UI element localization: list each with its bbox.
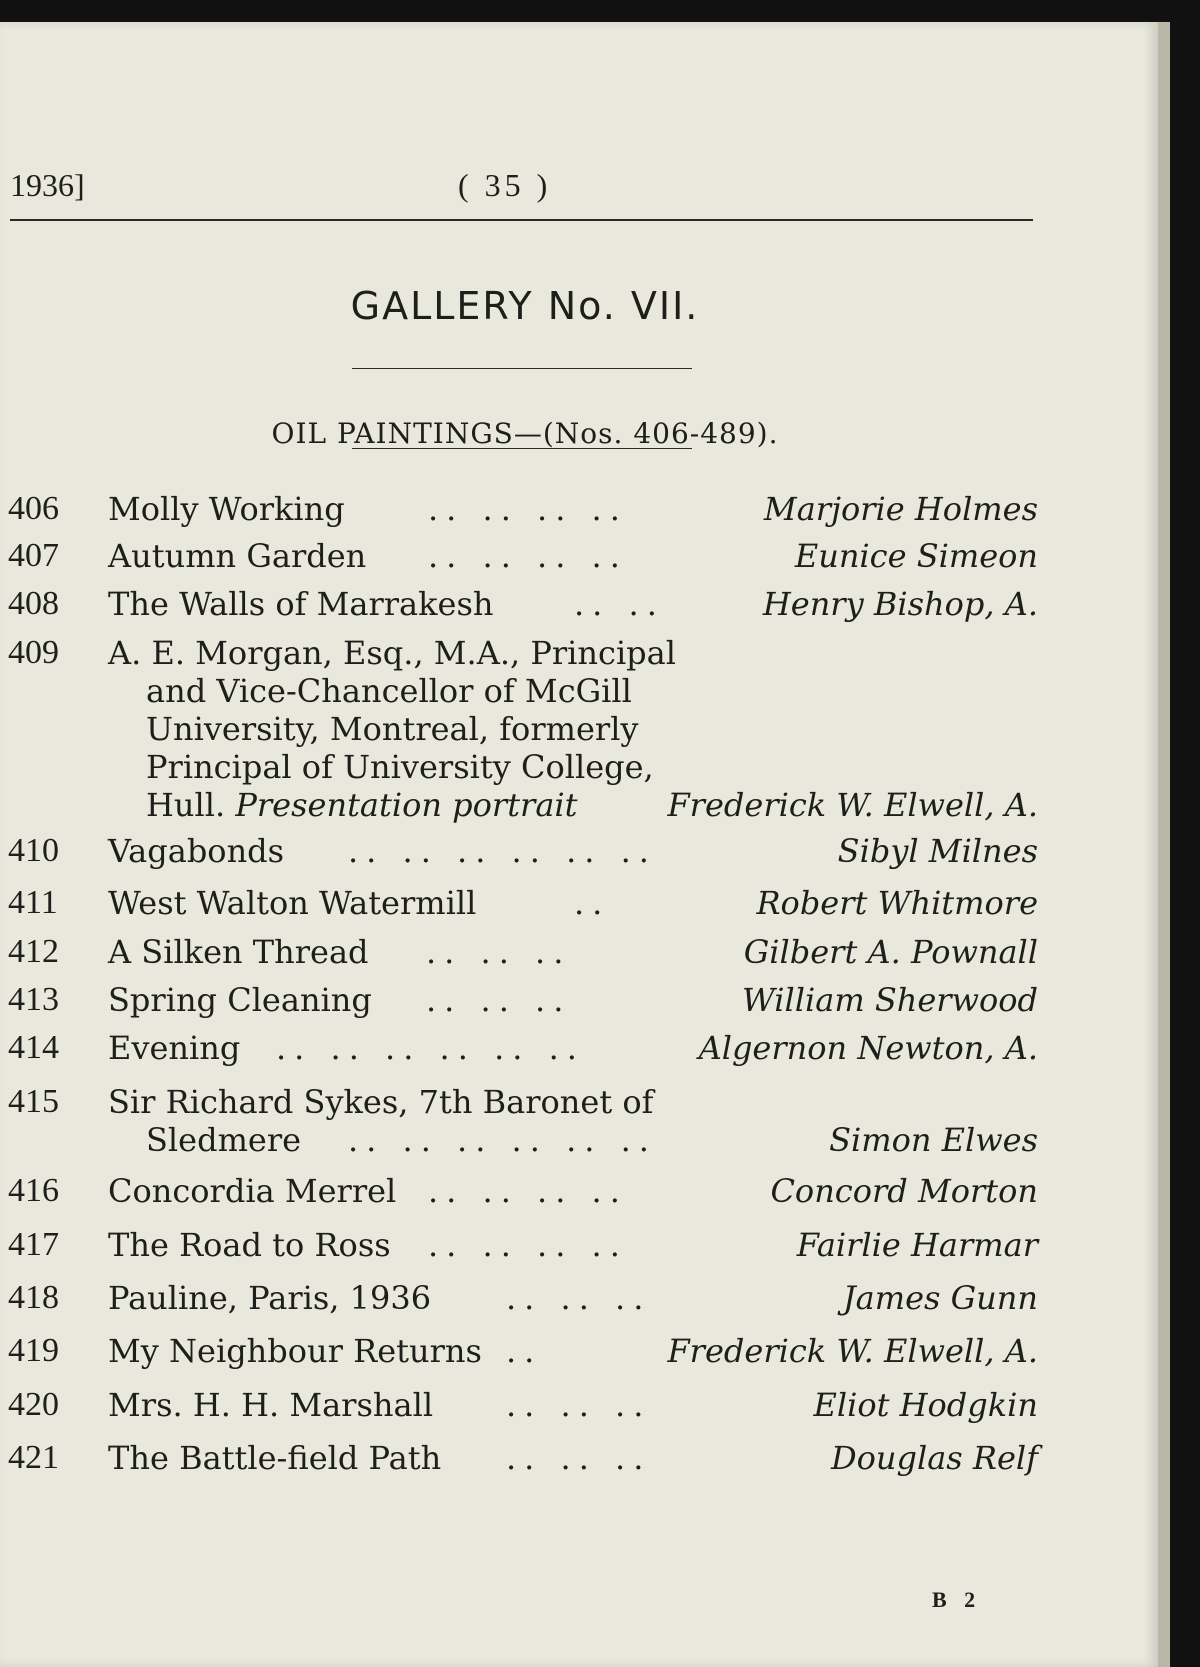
leader-dots: .. .. .. .. .. ..: [276, 1029, 585, 1067]
entry-artist: Henry Bishop, A.: [762, 585, 1038, 623]
leader-dots: .. .. .. ..: [428, 490, 628, 528]
entry-number: 410: [8, 832, 59, 869]
leader-dots: .. .. ..: [506, 1439, 652, 1477]
leader-dots: .. .. ..: [426, 981, 572, 1019]
leader-dots: .. ..: [574, 585, 665, 623]
leader-dots: .. .. .. ..: [428, 537, 628, 575]
entry-artist: Frederick W. Elwell, A.: [667, 786, 1038, 824]
entry-title: Concordia Merrel: [108, 1172, 397, 1210]
section-title: OIL PAINTINGS—(Nos. 406-489).: [271, 417, 779, 450]
catalogue-entry: [8, 1083, 1038, 1163]
catalogue-entry: [8, 634, 1038, 824]
title-line: A. E. Morgan, Esq., M.A., Principal: [108, 634, 676, 672]
page-number: ( 35 ): [458, 167, 552, 203]
entry-number: 408: [8, 585, 59, 622]
entry-number: 414: [8, 1029, 59, 1066]
entry-artist: Frederick W. Elwell, A.: [667, 1332, 1038, 1370]
entry-artist: Eunice Simeon: [794, 537, 1038, 575]
title-line: [108, 786, 728, 824]
entry-artist: Eliot Hodgkin: [813, 1386, 1038, 1424]
entry-number: 416: [8, 1172, 59, 1209]
entry-title: [108, 634, 728, 824]
entry-number: 415: [8, 1083, 59, 1120]
entry-title: Molly Working: [108, 490, 345, 528]
leader-dots: .. .. .. ..: [428, 1172, 628, 1210]
rule-top: [352, 368, 692, 369]
signature-mark: B 2: [932, 1587, 982, 1612]
title-line: Sledmere: [146, 1121, 302, 1159]
entry-number: 418: [8, 1279, 59, 1316]
leader-dots: .. .. .. .. .. ..: [348, 1121, 657, 1159]
entry-artist: James Gunn: [842, 1279, 1038, 1317]
entry-title: West Walton Watermill: [108, 884, 477, 922]
entry-title: Spring Cleaning: [108, 981, 372, 1019]
entry-title: Autumn Garden: [108, 537, 367, 575]
entry-number: 406: [8, 490, 59, 527]
entry-title: The Walls of Marrakesh: [108, 585, 494, 623]
entry-title: Pauline, Paris, 1936: [108, 1279, 432, 1317]
leader-dots: .. .. ..: [506, 1386, 652, 1424]
entry-number: 421: [8, 1439, 59, 1476]
entry-artist: Robert Whitmore: [756, 884, 1038, 922]
entry-number: 417: [8, 1226, 59, 1263]
page-header: [10, 147, 1033, 221]
gallery-title: GALLERY No. VII.: [350, 284, 700, 328]
entry-title: The Battle-field Path: [108, 1439, 442, 1477]
title-note: Presentation portrait: [235, 786, 578, 824]
entry-title: Evening: [108, 1029, 241, 1067]
title-line: Principal of University College,: [146, 748, 654, 786]
entry-artist: Douglas Relf: [830, 1439, 1038, 1477]
title-text: Hull.: [146, 786, 226, 824]
catalogue-page: [0, 22, 1158, 1667]
entry-number: 412: [8, 933, 59, 970]
title-line: Sir Richard Sykes, 7th Baronet of: [108, 1083, 654, 1121]
entry-artist: Algernon Newton, A.: [698, 1029, 1038, 1067]
leader-dots: .. .. ..: [506, 1279, 652, 1317]
title-line: University, Montreal, formerly: [146, 710, 639, 748]
leader-dots: .. .. .. ..: [428, 1226, 628, 1264]
entry-title: The Road to Ross: [108, 1226, 391, 1264]
entry-number: 409: [8, 634, 59, 671]
entry-title: My Neighbour Returns: [108, 1332, 482, 1370]
entry-number: 407: [8, 537, 59, 574]
entry-number: 420: [8, 1386, 59, 1423]
entry-title: A Silken Thread: [108, 933, 369, 971]
entry-number: 411: [8, 884, 58, 921]
leader-dots: .. .. ..: [426, 933, 572, 971]
entry-artist: Marjorie Holmes: [763, 490, 1038, 528]
entry-title: Mrs. H. H. Marshall: [108, 1386, 434, 1424]
title-line: and Vice-Chancellor of McGill: [146, 672, 632, 710]
leader-dots: ..: [574, 884, 611, 922]
entry-artist: William Sherwood: [741, 981, 1038, 1019]
entry-artist: Sibyl Milnes: [837, 832, 1038, 870]
header-year: 1936]: [10, 167, 85, 203]
entry-artist: Gilbert A. Pownall: [743, 933, 1038, 971]
entry-number: 413: [8, 981, 59, 1018]
leader-dots: ..: [506, 1332, 543, 1370]
entry-artist: Fairlie Harmar: [796, 1226, 1038, 1264]
page-edge: [1158, 22, 1170, 1667]
rule-bottom: [352, 448, 692, 449]
leader-dots: .. .. .. .. .. ..: [348, 832, 657, 870]
entry-artist: Simon Elwes: [829, 1121, 1038, 1159]
entry-title: Vagabonds: [108, 832, 285, 870]
entry-number: 419: [8, 1332, 59, 1369]
entry-artist: Concord Morton: [770, 1172, 1038, 1210]
